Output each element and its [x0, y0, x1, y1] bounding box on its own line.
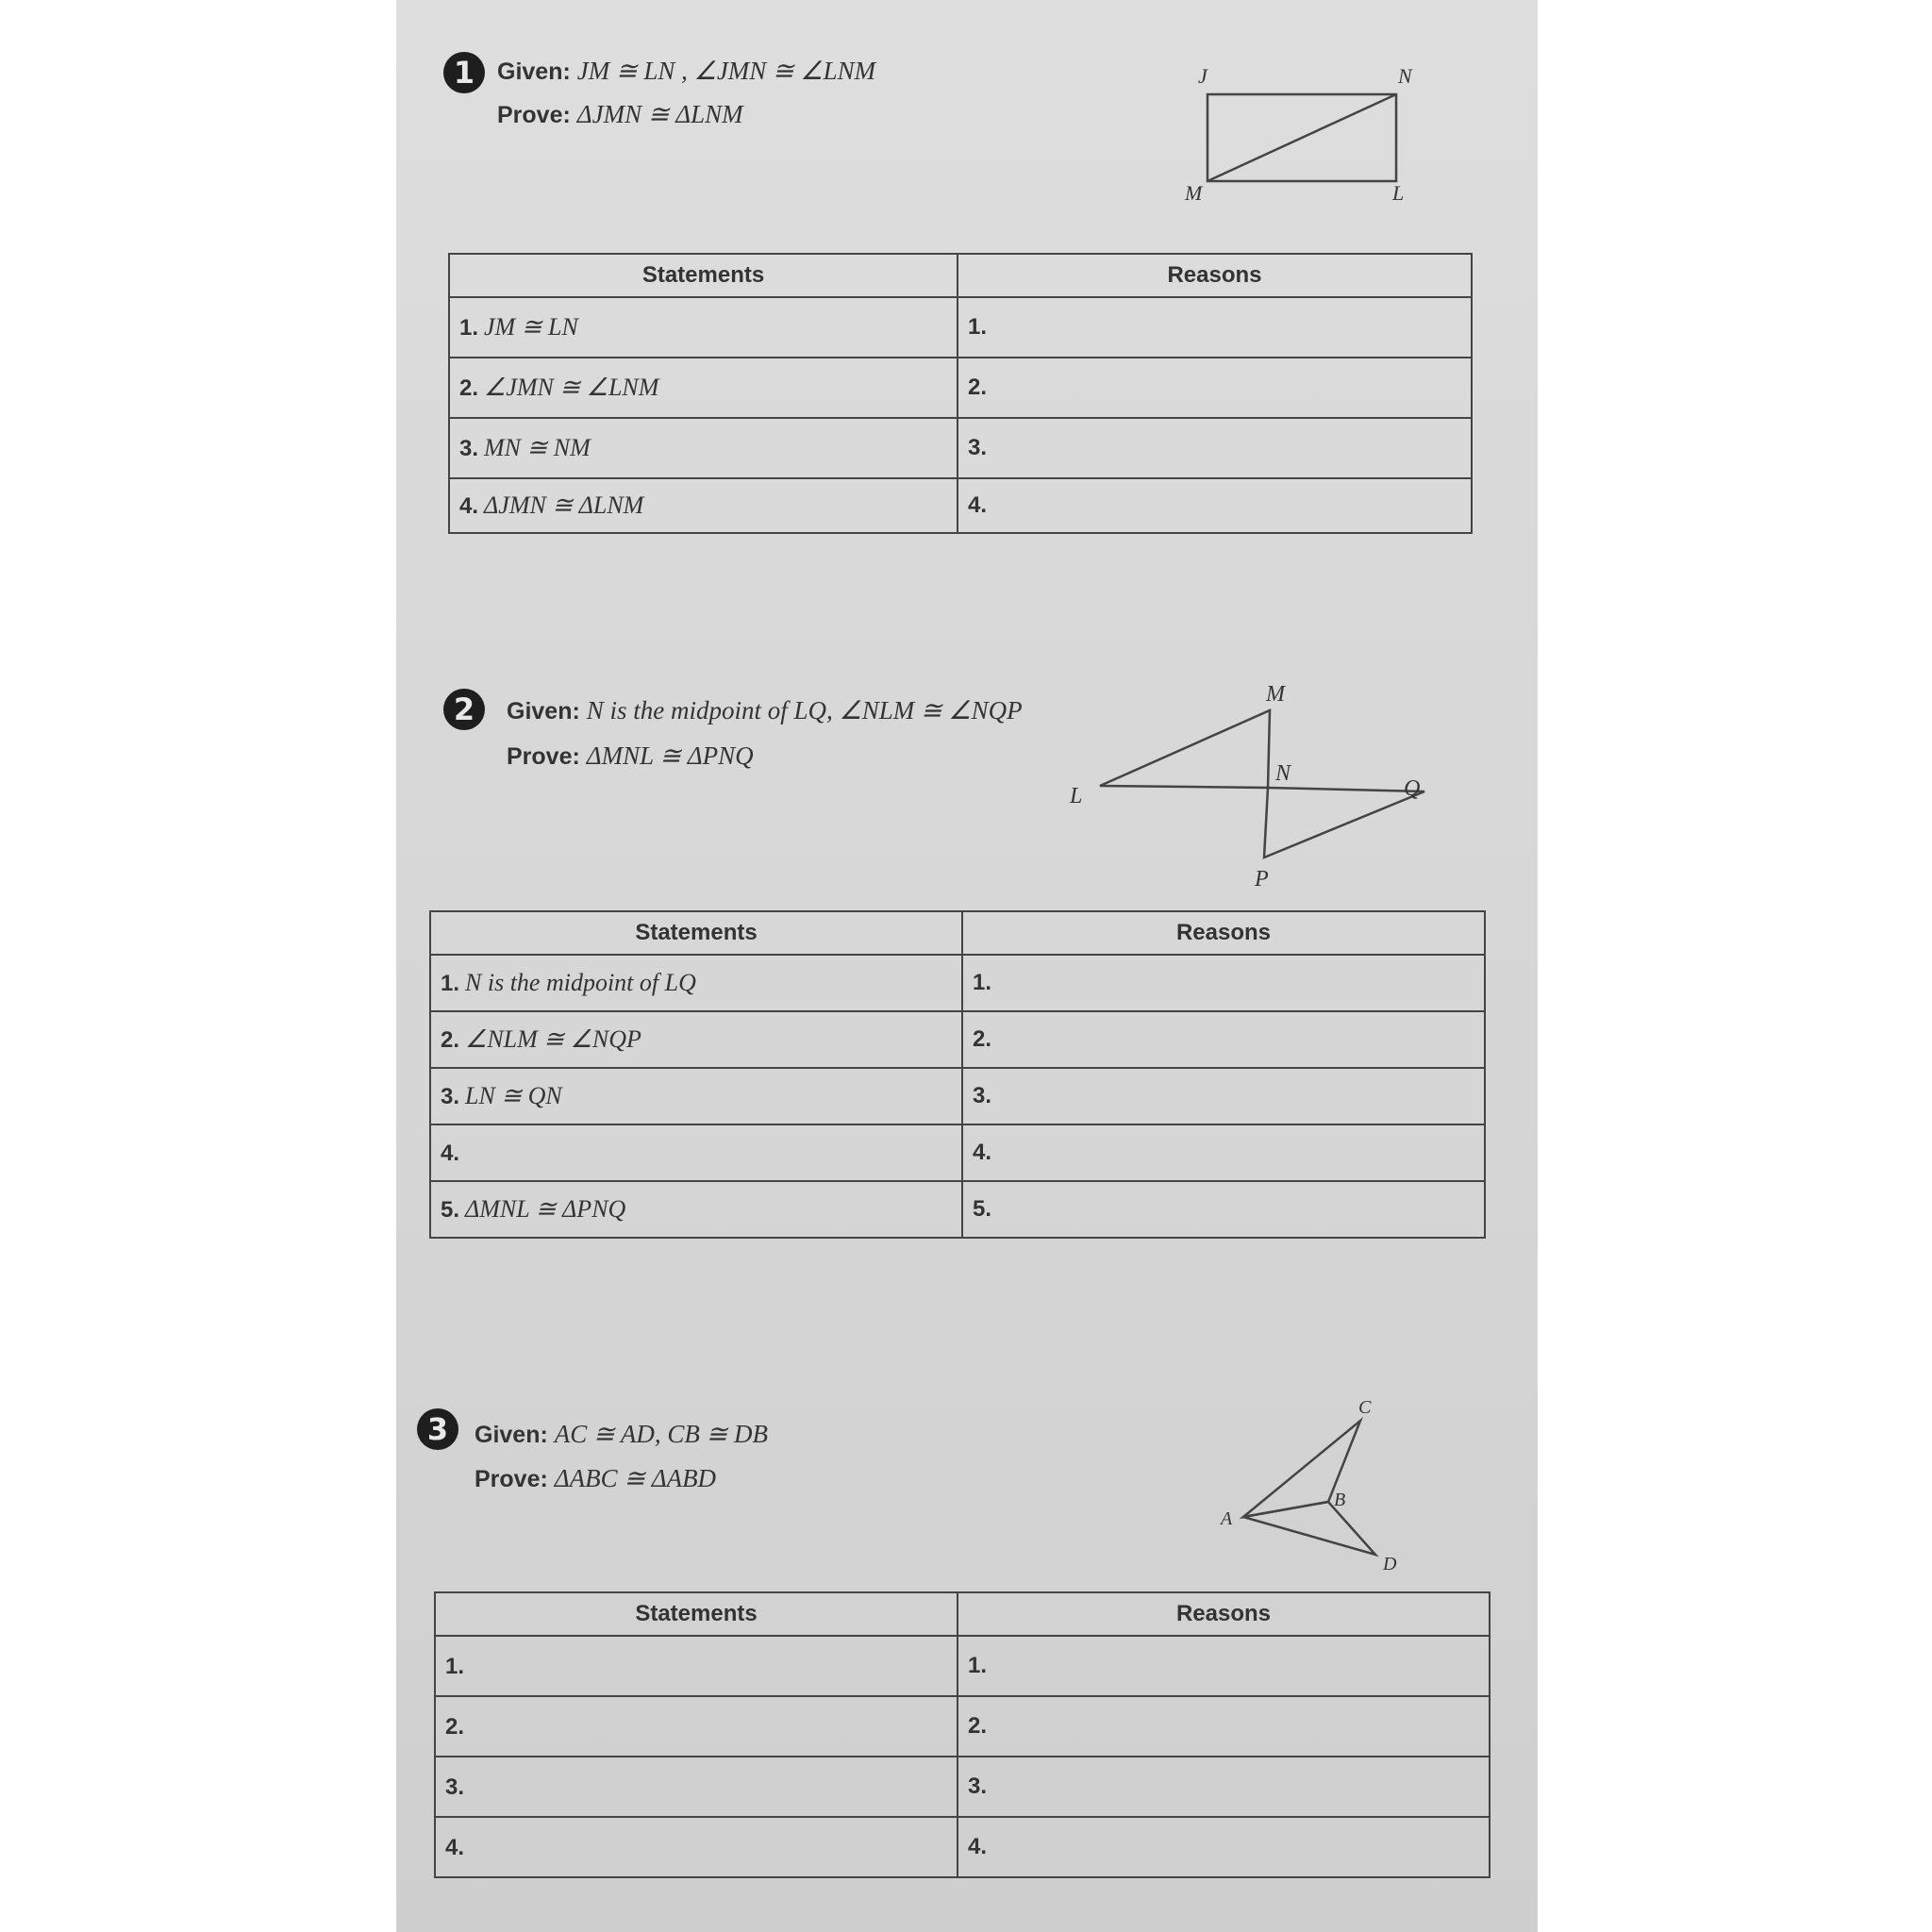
statement-cell[interactable]	[435, 1696, 958, 1757]
reason-number: 2.	[968, 1713, 988, 1739]
statement-number: 5.	[441, 1197, 460, 1223]
given-label: Given:	[507, 698, 580, 724]
reason-number: 3.	[968, 435, 988, 460]
problem-3-proof-table	[434, 1591, 1491, 1878]
statement-cell[interactable]	[430, 1124, 962, 1181]
statement-cell[interactable]	[435, 1757, 958, 1817]
worksheet-page	[396, 0, 1538, 1932]
given-label: Given:	[497, 58, 571, 85]
label-N: N	[1398, 64, 1412, 88]
statement-text: ΔMNL ≅ ΔPNQ	[465, 1195, 626, 1223]
problem-2-prove	[507, 741, 754, 771]
reason-cell[interactable]	[962, 1181, 1485, 1238]
given-label: Given:	[475, 1422, 548, 1448]
problem-3-given	[475, 1420, 768, 1449]
label-L: L	[1392, 181, 1405, 205]
problem-3-prove	[475, 1464, 716, 1493]
label-J: J	[1198, 64, 1208, 88]
statement-number: 4.	[445, 1835, 465, 1860]
label-C: C	[1358, 1397, 1372, 1418]
statement-number: 1.	[445, 1654, 465, 1679]
reasons-header: Reasons	[958, 1592, 1490, 1636]
statement-number: 4.	[459, 493, 479, 519]
reason-number: 1.	[968, 314, 988, 340]
problem-2-given	[507, 696, 1023, 725]
reason-cell[interactable]	[958, 418, 1472, 478]
statement-text: ΔJMN ≅ ΔLNM	[484, 491, 644, 519]
prove-label: Prove:	[497, 102, 571, 128]
given-text: AC ≅ AD, CB ≅ DB	[554, 1420, 768, 1448]
statement-cell[interactable]	[449, 297, 958, 358]
label-M: M	[1266, 682, 1285, 707]
reason-number: 1.	[973, 970, 992, 995]
statement-cell[interactable]	[430, 955, 962, 1011]
label-B: B	[1334, 1490, 1346, 1510]
reason-number: 3.	[973, 1083, 992, 1108]
problem-3-diagram	[1217, 1387, 1424, 1575]
problem-1-number-badge: 1	[443, 52, 485, 93]
label-A: A	[1221, 1508, 1233, 1529]
problem-1-diagram	[1185, 57, 1453, 217]
problem-3-number-badge: 3	[417, 1408, 458, 1450]
reason-cell[interactable]	[958, 1817, 1490, 1877]
reason-number: 4.	[968, 492, 988, 518]
statement-text: ∠NLM ≅ ∠NQP	[465, 1025, 641, 1053]
statements-header: Statements	[430, 911, 962, 955]
prove-text: ΔJMN ≅ ΔLNM	[576, 100, 743, 128]
statement-number: 2.	[459, 375, 479, 401]
statement-cell[interactable]	[430, 1068, 962, 1124]
statement-number: 1.	[441, 971, 460, 996]
statement-number: 3.	[441, 1084, 460, 1109]
statement-cell[interactable]	[449, 358, 958, 418]
statement-number: 4.	[441, 1141, 460, 1166]
label-Q: Q	[1404, 776, 1421, 801]
reasons-header: Reasons	[958, 254, 1472, 297]
statements-header: Statements	[435, 1592, 958, 1636]
label-L: L	[1070, 784, 1083, 808]
problem-2-number-badge: 2	[443, 689, 485, 730]
reason-cell[interactable]	[958, 478, 1472, 533]
prove-text: ΔMNL ≅ ΔPNQ	[586, 741, 754, 770]
label-P: P	[1255, 867, 1269, 891]
statement-text: LN ≅ QN	[465, 1082, 562, 1109]
problem-2-proof-table	[429, 910, 1486, 1239]
statement-text: JM ≅ LN	[484, 313, 578, 341]
reason-cell[interactable]	[958, 358, 1472, 418]
given-text: JM ≅ LN , ∠JMN ≅ ∠LNM	[576, 57, 876, 85]
reason-number: 5.	[973, 1196, 992, 1222]
prove-label: Prove:	[475, 1466, 548, 1492]
reason-cell[interactable]	[962, 1011, 1485, 1068]
label-N: N	[1275, 761, 1291, 786]
reason-number: 4.	[973, 1140, 992, 1165]
label-M: M	[1185, 181, 1203, 205]
reason-cell[interactable]	[958, 1696, 1490, 1757]
statement-number: 2.	[445, 1714, 465, 1740]
reason-number: 3.	[968, 1774, 988, 1799]
prove-label: Prove:	[507, 743, 580, 770]
statement-text: MN ≅ NM	[484, 434, 591, 461]
statement-cell[interactable]	[449, 478, 958, 533]
label-D: D	[1383, 1554, 1397, 1574]
statement-text: N is the midpoint of LQ	[465, 969, 696, 996]
reasons-header: Reasons	[962, 911, 1485, 955]
statement-cell[interactable]	[430, 1181, 962, 1238]
statement-number: 3.	[445, 1774, 465, 1800]
reason-number: 2.	[973, 1026, 992, 1052]
reason-cell[interactable]	[962, 955, 1485, 1011]
problem-1-proof-table	[448, 253, 1473, 534]
statement-cell[interactable]	[449, 418, 958, 478]
problem-2-diagram	[1057, 675, 1424, 891]
prove-text: ΔABC ≅ ΔABD	[554, 1464, 717, 1492]
statement-number: 1.	[459, 315, 479, 341]
reason-cell[interactable]	[958, 297, 1472, 358]
problem-1-given	[497, 57, 875, 86]
statement-cell[interactable]	[430, 1011, 962, 1068]
reason-cell[interactable]	[962, 1068, 1485, 1124]
reason-cell[interactable]	[958, 1636, 1490, 1696]
reason-cell[interactable]	[962, 1124, 1485, 1181]
statement-text: ∠JMN ≅ ∠LNM	[484, 374, 659, 401]
statement-cell[interactable]	[435, 1817, 958, 1877]
reason-number: 2.	[968, 375, 988, 400]
reason-cell[interactable]	[958, 1757, 1490, 1817]
statement-cell[interactable]	[435, 1636, 958, 1696]
statement-number: 3.	[459, 436, 479, 461]
given-text: N is the midpoint of LQ, ∠NLM ≅ ∠NQP	[586, 696, 1023, 724]
reason-number: 1.	[968, 1653, 988, 1678]
statements-header: Statements	[449, 254, 958, 297]
reason-number: 4.	[968, 1834, 988, 1859]
problem-1-prove	[497, 100, 743, 129]
statement-number: 2.	[441, 1027, 460, 1053]
